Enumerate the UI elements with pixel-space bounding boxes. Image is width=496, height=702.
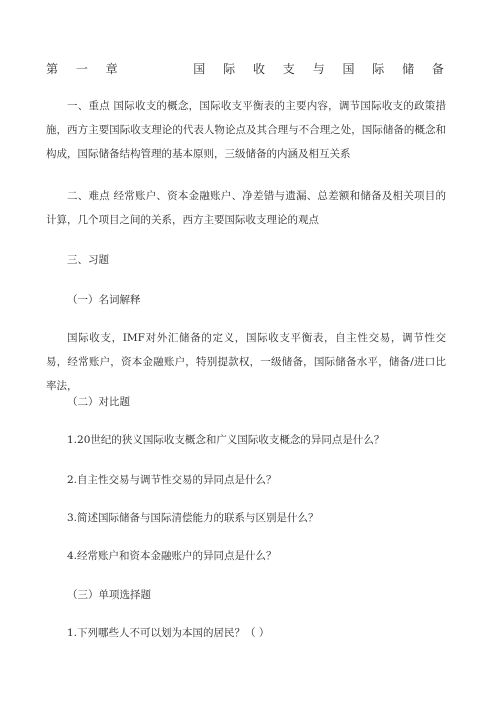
exercises-heading: 三、习题 (67, 254, 109, 266)
title-char: 第 (46, 62, 59, 76)
title-char: 储 (402, 62, 415, 76)
question-3 (46, 506, 446, 530)
terms-heading: （一）名词解释 (67, 294, 141, 306)
subsection-multiple-choice (46, 583, 446, 607)
terms-list (46, 326, 446, 398)
title-char: 一 (75, 62, 88, 76)
section-key-points (46, 94, 446, 166)
question-text: 4.经常账户和资本金融账户的异同点是什么？ (67, 550, 277, 562)
title-char: 章 (105, 62, 118, 76)
title-char: 国 (342, 62, 355, 76)
difficulties-paragraph: 二、难点 经常账户、资本金融账户、净差错与遗漏、总差额和储备及相关项目的计算，几个项目之间的关系，西方主要国际收支理论的观点 (46, 190, 446, 226)
chapter-title (46, 61, 444, 77)
title-char: 际 (223, 62, 236, 76)
title-char: 与 (312, 62, 325, 76)
question-2 (46, 468, 446, 492)
question-text: 1.20世纪的狭义国际收支概念和广义国际收支概念的异同点是什么？ (67, 434, 385, 446)
key-points-paragraph: 一、重点 国际收支的概念，国际收支平衡表的主要内容，调节国际收支的政策措施，西方主要国际收支理论的代表人物论点及其合理与不合理之处，国际储备的概念和构成，国际储备结构管理的基本原则，三级储备的内涵及相互关系 (46, 100, 446, 160)
comparison-heading: （二）对比题 (67, 396, 130, 408)
mc-question-1 (46, 621, 446, 645)
title-char: 国 (193, 62, 206, 76)
title-char: 支 (282, 62, 295, 76)
section-exercises (46, 248, 446, 272)
title-char: 收 (252, 62, 265, 76)
question-text: 3.简述国际储备与国际清偿能力的联系与区别是什么？ (67, 512, 319, 524)
title-char: 备 (431, 62, 444, 76)
terms-paragraph: 国际收支，IMF对外汇储备的定义，国际收支平衡表，自主性交易，调节性交易，经常账户，资本金融账户，特别提款权，一级储备，国际储备水平，储备/进口比率法， (46, 332, 446, 392)
question-1 (46, 428, 446, 452)
title-gap (135, 61, 175, 77)
section-difficulties (46, 184, 446, 232)
subsection-terms (46, 288, 446, 312)
question-text: 2.自主性交易与调节性交易的异同点是什么？ (67, 474, 277, 486)
question-text: 1.下列哪些人不可以划为本国的居民？（ ） (67, 627, 270, 639)
title-char: 际 (372, 62, 385, 76)
multiple-choice-heading: （三）单项选择题 (67, 589, 151, 601)
subsection-comparison (46, 390, 446, 414)
question-4 (46, 544, 446, 568)
